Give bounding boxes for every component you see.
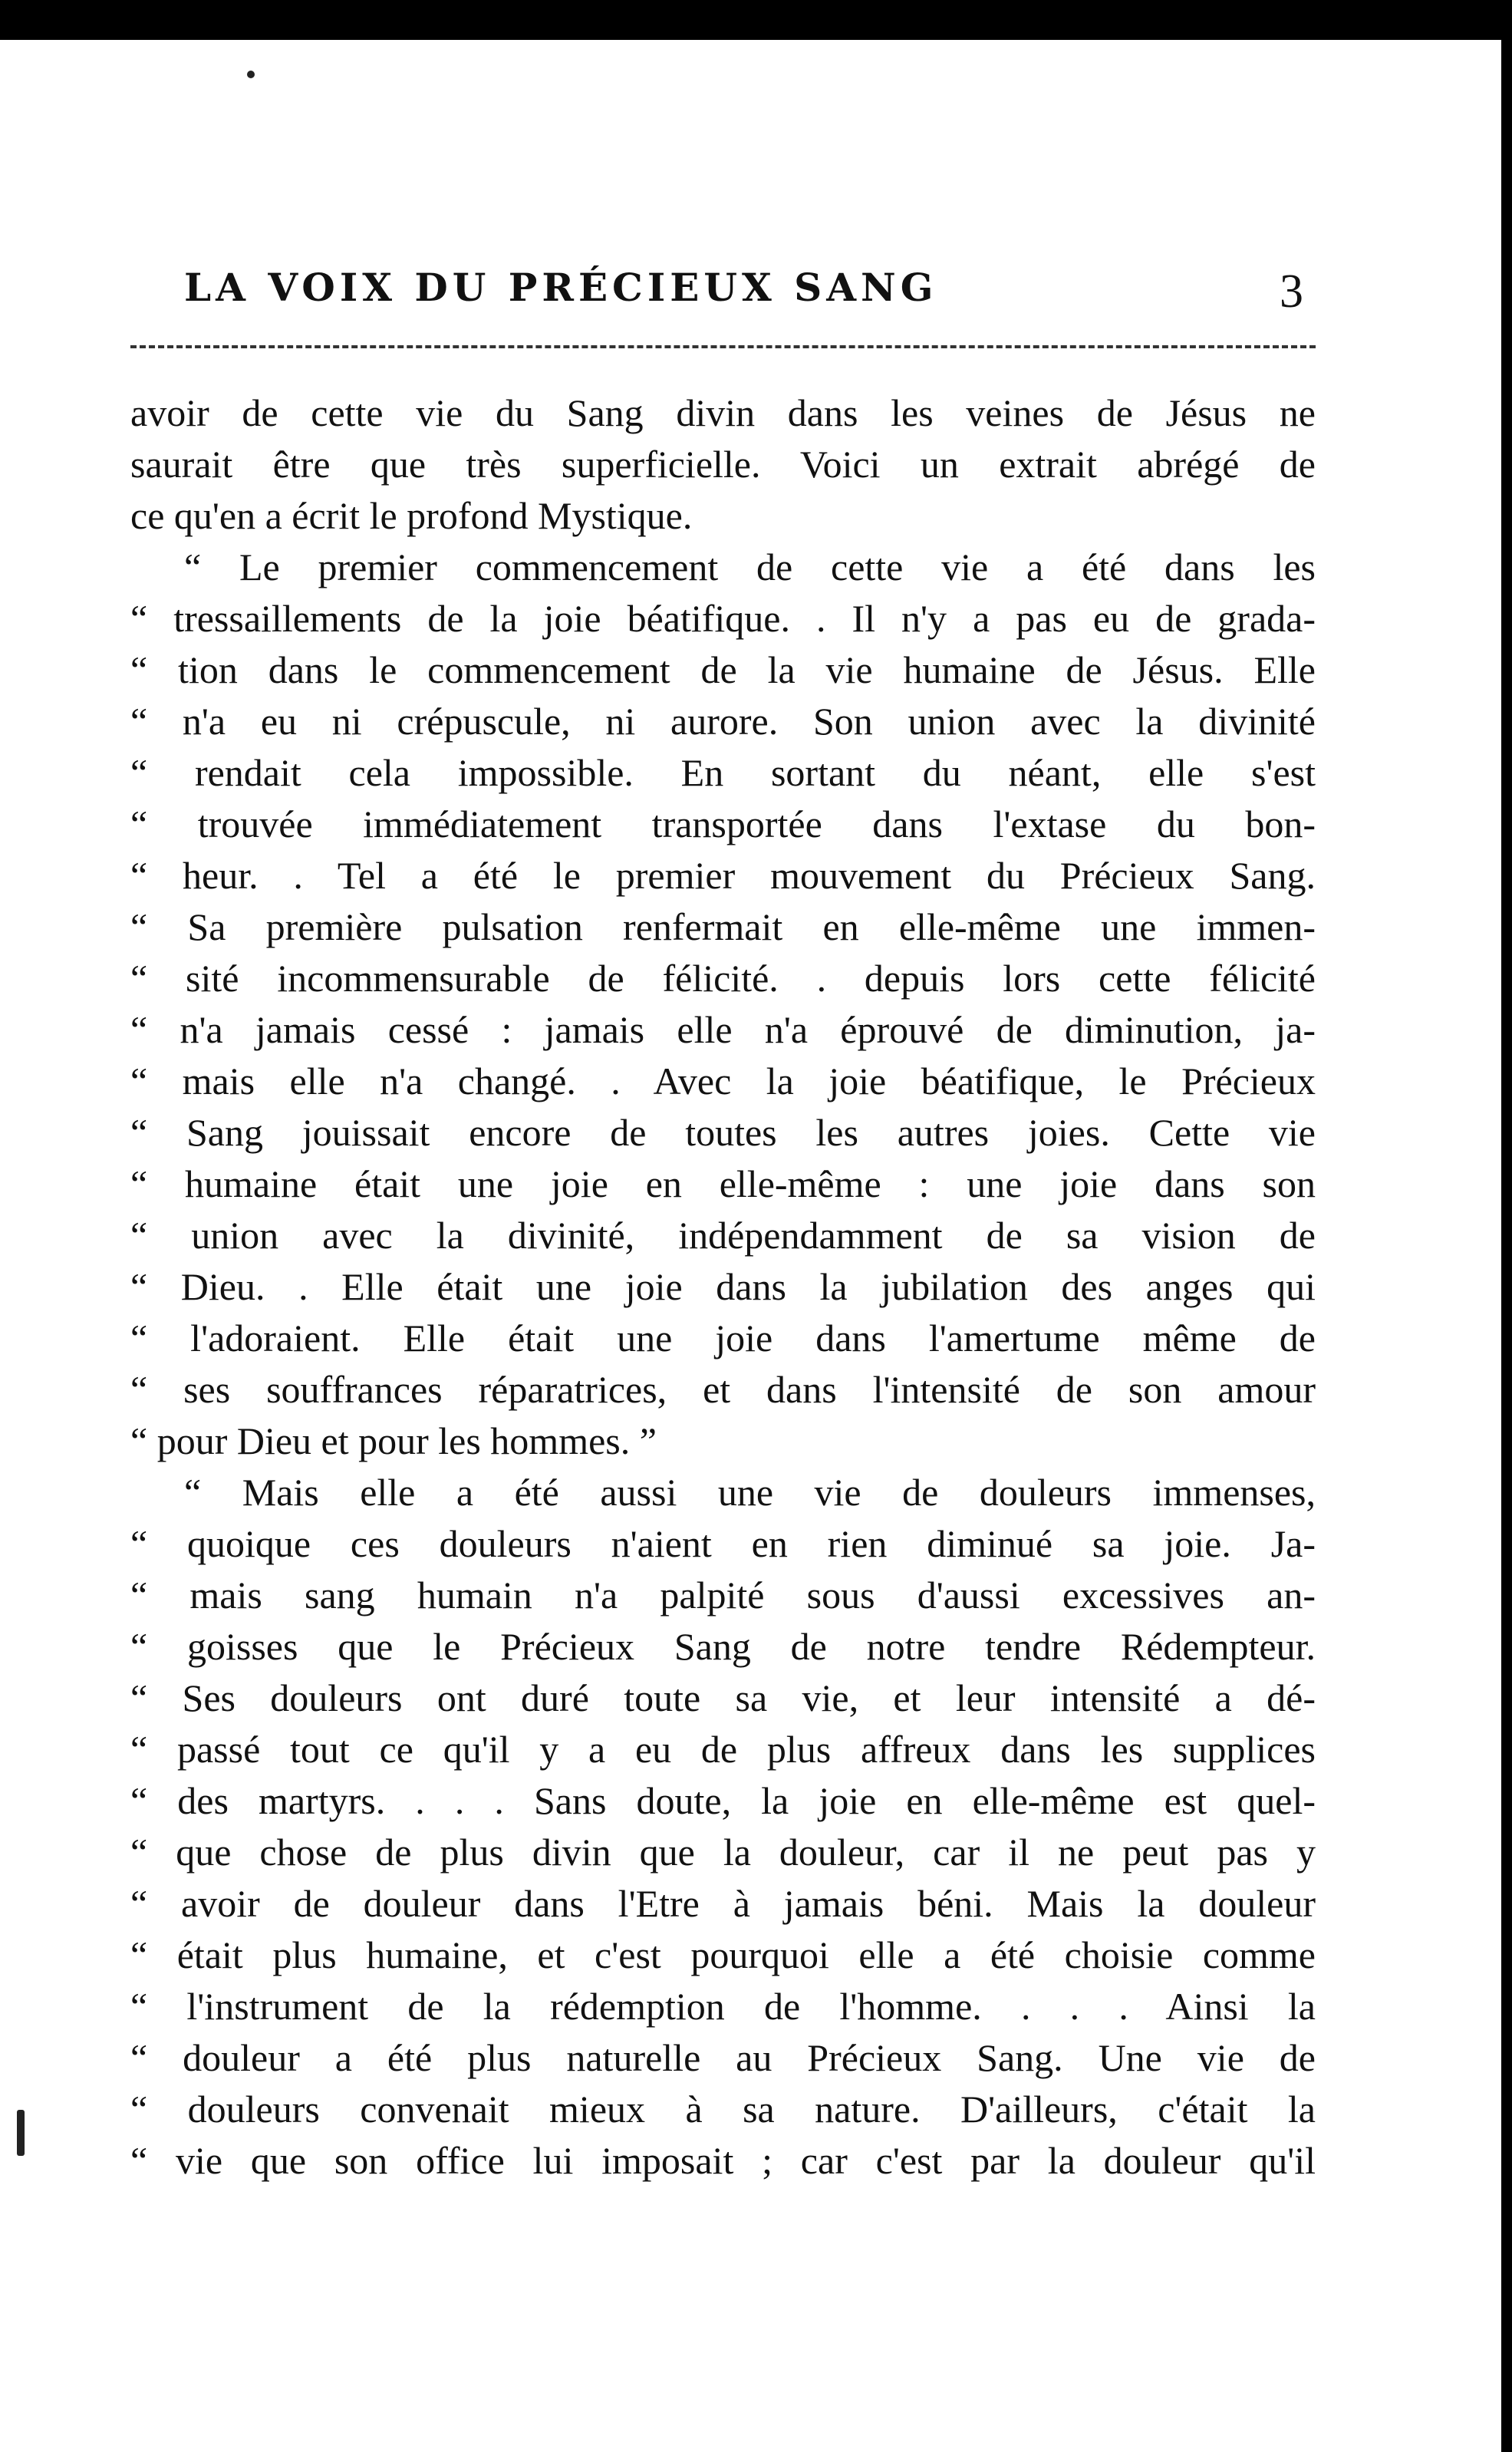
- text-line: “ ses souffrances réparatrices, et dans l'intensité de son amour: [130, 1368, 1316, 1411]
- text-line: “ mais sang humain n'a palpité sous d'aussi excessives an-: [130, 1574, 1316, 1617]
- scan-margin-mark: [17, 2110, 25, 2156]
- header-rule: [130, 345, 1316, 348]
- text-line: “ vie que son office lui imposait ; car c'est par la douleur qu'il: [130, 2139, 1316, 2182]
- text-line: “ rendait cela impossible. En sortant du néant, elle s'est: [130, 751, 1316, 794]
- text-line: avoir de cette vie du Sang divin dans les veines de Jésus ne: [130, 391, 1316, 434]
- text-line: “ goisses que le Précieux Sang de notre tendre Rédempteur.: [130, 1625, 1316, 1668]
- scan-top-border: [0, 0, 1512, 40]
- text-line: “ Sang jouissait encore de toutes les autres joies. Cette vie: [130, 1111, 1316, 1154]
- text-line: “ Ses douleurs ont duré toute sa vie, et leur intensité a dé-: [130, 1676, 1316, 1719]
- text-line: “ était plus humaine, et c'est pourquoi elle a été choisie comme: [130, 1933, 1316, 1976]
- text-line: “ tressaillements de la joie béatifique. . Il n'y a pas eu de grada-: [130, 597, 1316, 640]
- text-line: “ sité incommensurable de félicité. . depuis lors cette félicité: [130, 957, 1316, 1000]
- text-line: “ n'a jamais cessé : jamais elle n'a éprouvé de diminution, ja-: [130, 1008, 1316, 1051]
- text-line: “ heur. . Tel a été le premier mouvement du Précieux Sang.: [130, 854, 1316, 897]
- text-line: saurait être que très superficielle. Voici un extrait abrégé de: [130, 443, 1316, 486]
- text-line: “ Le premier commencement de cette vie a été dans les: [184, 545, 1316, 588]
- text-line: “ l'instrument de la rédemption de l'homme. . . . Ainsi la: [130, 1985, 1316, 2028]
- text-line: ce qu'en a écrit le profond Mystique.: [130, 494, 693, 537]
- text-line: “ douleurs convenait mieux à sa nature. D'ailleurs, c'était la: [130, 2088, 1316, 2131]
- text-line: “ union avec la divinité, indépendamment de sa vision de: [130, 1214, 1316, 1257]
- text-line: “ passé tout ce qu'il y a eu de plus affreux dans les supplices: [130, 1728, 1316, 1771]
- text-line: “ tion dans le commencement de la vie humaine de Jésus. Elle: [130, 648, 1316, 691]
- scan-speck: [247, 71, 255, 78]
- text-line: “ humaine était une joie en elle-même : une joie dans son: [130, 1162, 1316, 1205]
- text-line: “ Dieu. . Elle était une joie dans la jubilation des anges qui: [130, 1265, 1316, 1308]
- text-line: “ l'adoraient. Elle était une joie dans l'amertume même de: [130, 1317, 1316, 1359]
- text-line: “ trouvée immédiatement transportée dans l'extase du bon-: [130, 803, 1316, 845]
- text-line: “ que chose de plus divin que la douleur, car il ne peut pas y: [130, 1831, 1316, 1874]
- text-line: “ n'a eu ni crépuscule, ni aurore. Son union avec la divinité: [130, 700, 1316, 743]
- text-line: “ pour Dieu et pour les hommes. ”: [130, 1419, 657, 1462]
- text-line: “ Sa première pulsation renfermait en elle-même une immen-: [130, 905, 1316, 948]
- scan-right-border: [1501, 0, 1512, 2452]
- text-line: “ douleur a été plus naturelle au Précieux Sang. Une vie de: [130, 2036, 1316, 2079]
- text-line: “ avoir de douleur dans l'Etre à jamais béni. Mais la douleur: [130, 1882, 1316, 1925]
- text-line: “ des martyrs. . . . Sans doute, la joie en elle-même est quel-: [130, 1779, 1316, 1822]
- page-number: 3: [1280, 265, 1303, 318]
- text-line: “ Mais elle a été aussi une vie de douleurs immenses,: [184, 1471, 1316, 1514]
- text-line: “ quoique ces douleurs n'aient en rien diminué sa joie. Ja-: [130, 1522, 1316, 1565]
- body-text: [130, 387, 1316, 2187]
- text-line: “ mais elle n'a changé. . Avec la joie béatifique, le Précieux: [130, 1060, 1316, 1102]
- running-title: LA VOIX DU PRÉCIEUX SANG: [184, 265, 938, 310]
